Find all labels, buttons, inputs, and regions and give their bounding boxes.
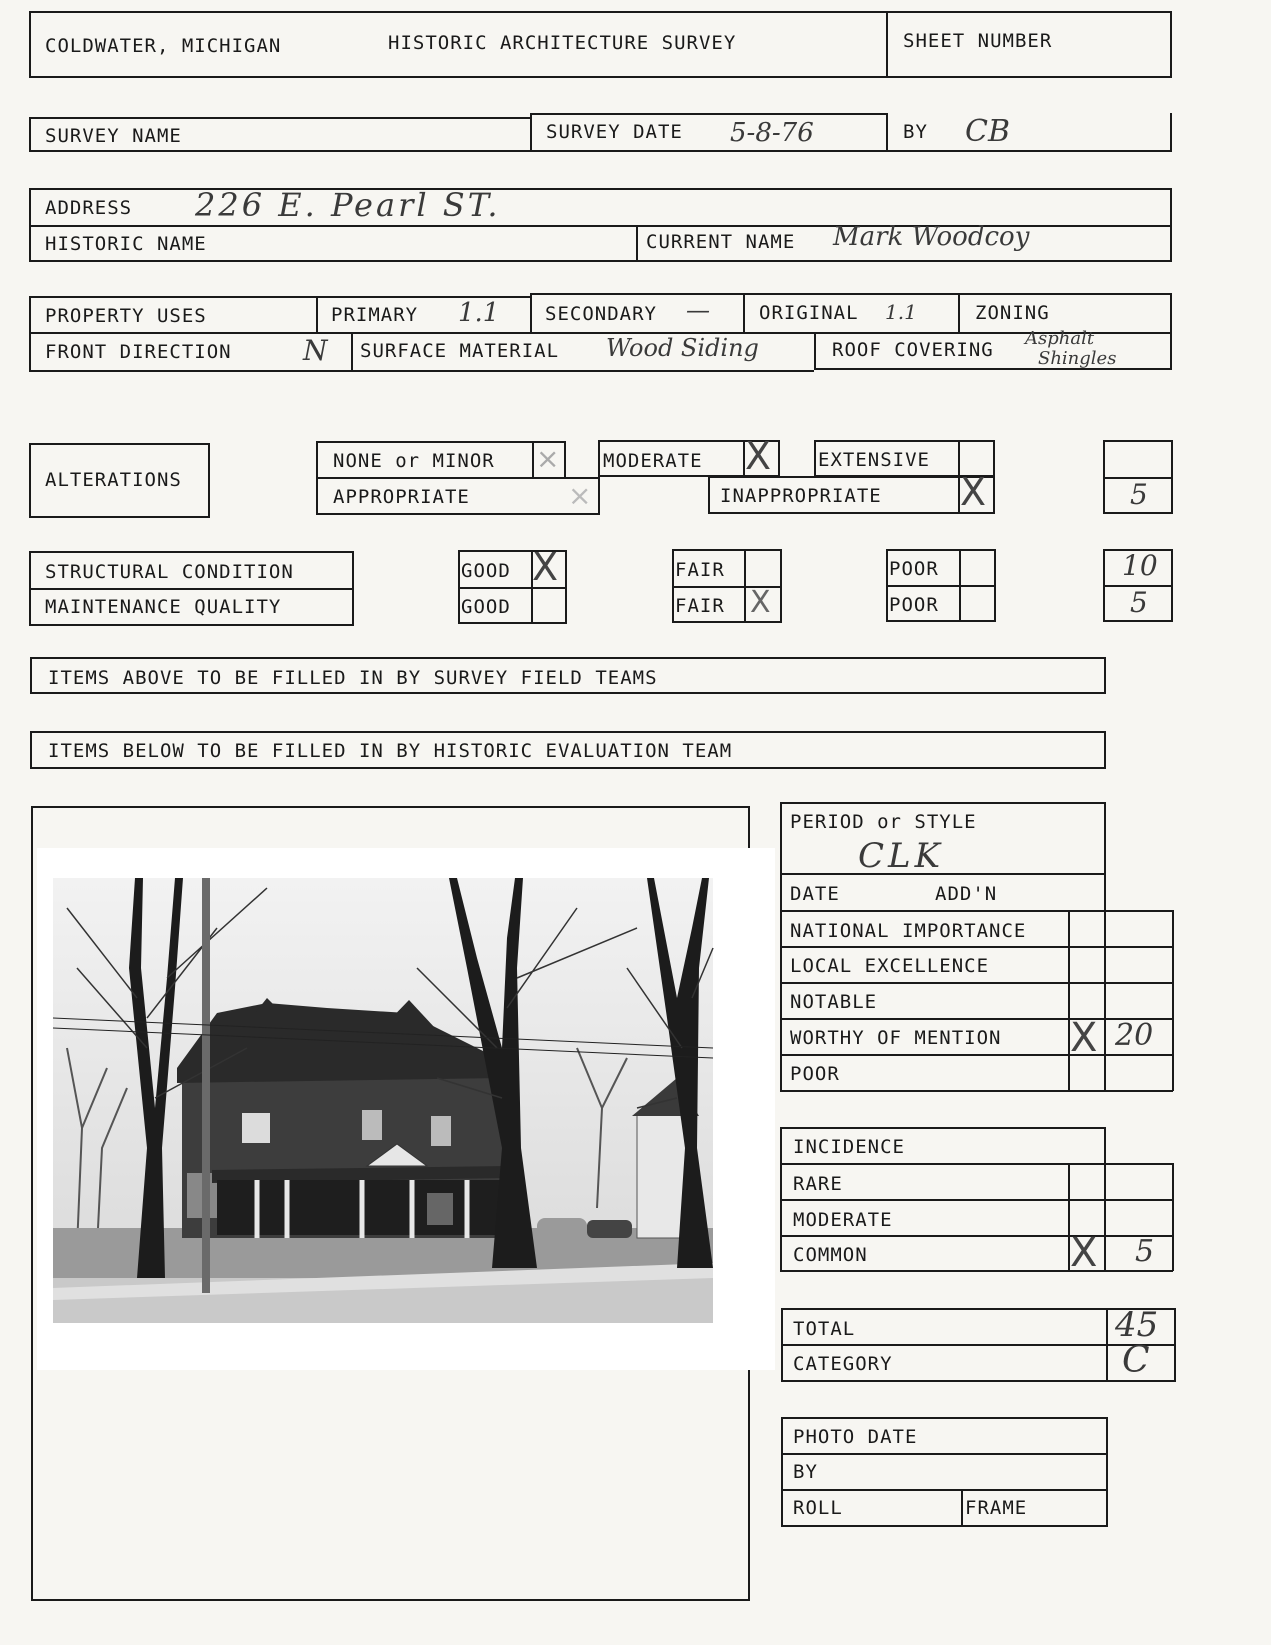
survey-name-top [29,117,531,119]
worthy-check-mark: X [1070,1015,1098,1061]
inc-line-2 [780,1199,1173,1201]
structural-poor-label: POOR [889,558,939,580]
survey-date-label: SURVEY DATE [546,121,683,143]
survey-by-value: CB [965,114,1010,149]
primary-value: 1.1 [458,298,500,328]
roll-label: ROLL [793,1497,843,1519]
maintenance-score: 5 [1130,586,1148,619]
survey-date-top [530,113,887,115]
extensive-label: EXTENSIVE [818,449,930,471]
category-label: CATEGORY [793,1353,893,1375]
secondary-label: SECONDARY [545,303,657,325]
roof-covering-value-1: Asphalt [1025,328,1095,349]
property-uses-label: PROPERTY USES [45,305,207,327]
eval-line-5 [780,1054,1173,1056]
sheet-number-label: SHEET NUMBER [903,30,1053,52]
totals-score-col [1106,1308,1108,1381]
prop-top-2 [530,293,1172,295]
survey-name-label: SURVEY NAME [45,125,182,147]
prop-div-1 [316,296,318,333]
common-label: COMMON [793,1244,868,1266]
national-importance-label: NATIONAL IMPORTANCE [790,920,1027,942]
prop-right [1170,293,1172,369]
notable-label: NOTABLE [790,991,878,1013]
moderate-check-mark: X [745,434,772,478]
eval-score-right [1172,910,1174,1091]
none-minor-check-mark: × [536,442,560,475]
evaluation-team-note: ITEMS BELOW TO BE FILLED IN BY HISTORIC EVALUATION TEAM [48,740,733,762]
alterations-label: ALTERATIONS [45,469,182,491]
structural-good-label: GOOD [461,560,511,582]
eval-check-col [1068,910,1070,1091]
photo-info-frame-div [961,1489,963,1526]
header-title: HISTORIC ARCHITECTURE SURVEY [388,32,737,54]
original-value: 1.1 [885,300,917,324]
prop-div-3 [743,293,745,333]
eval-line-6 [1106,1090,1173,1092]
original-label: ORIGINAL [759,302,859,324]
common-check-mark: X [1070,1230,1098,1276]
inc-line-4 [1106,1270,1173,1272]
header-divider [886,11,888,77]
historic-name-label: HISTORIC NAME [45,233,207,255]
inappropriate-check-mark: X [960,470,987,514]
period-style-value: CLK [858,836,944,876]
total-value: 45 [1115,1305,1159,1345]
survey-div-2 [886,113,888,151]
current-name-value: Mark Woodcoy [833,222,1030,252]
maintenance-fair-label: FAIR [675,595,725,617]
frame-label: FRAME [965,1497,1028,1519]
structural-good-check-mark: X [532,545,559,589]
prop-left [29,296,31,371]
worthy-score: 20 [1115,1018,1154,1053]
maintenance-fair-check-mark: X [750,585,771,620]
house-photo-image [37,848,775,1370]
zoning-label: ZONING [975,302,1050,324]
front-direction-value: N [303,334,328,367]
appropriate-check-mark: × [568,479,592,512]
incidence-label: INCIDENCE [793,1136,905,1158]
fair-check-div [744,549,746,622]
photo-info-line-2 [781,1489,1108,1491]
survey-by-label: BY [903,121,928,143]
maintenance-good-label: GOOD [461,596,511,618]
structural-fair-label: FAIR [675,559,725,581]
poor-check-div [959,549,961,621]
survey-left [29,117,31,151]
surface-material-value: Wood Siding [606,334,759,362]
survey-right [1170,113,1172,151]
appropriate-label: APPROPRIATE [333,486,470,508]
surface-material-label: SURFACE MATERIAL [360,340,560,362]
period-style-label: PERIOD or STYLE [790,811,977,833]
inc-line-1 [780,1163,1173,1165]
front-direction-label: FRONT DIRECTION [45,341,232,363]
local-excellence-label: LOCAL EXCELLENCE [790,955,990,977]
eval-line-date [780,873,1106,875]
eval-poor-label: POOR [790,1063,840,1085]
prop-bottom-2 [814,368,1172,370]
survey-date-value: 5-8-76 [730,118,814,148]
none-minor-label: NONE or MINOR [333,450,495,472]
prop-div-5 [351,332,353,371]
poor-box-div [886,585,996,587]
primary-label: PRIMARY [331,304,419,326]
roof-covering-label: ROOF COVERING [832,339,994,361]
common-score: 5 [1135,1234,1155,1269]
category-value: C [1122,1340,1150,1381]
prop-div-6 [814,332,816,369]
address-div [636,225,638,261]
property-photo [37,848,775,1370]
structural-score: 10 [1122,549,1158,582]
alterations-score: 5 [1130,478,1148,511]
maintenance-poor-label: POOR [889,594,939,616]
secondary-value: — [686,296,710,324]
none-minor-check-div [532,441,534,478]
photo-date-label: PHOTO DATE [793,1426,918,1448]
inc-score-right [1172,1163,1174,1271]
total-label: TOTAL [793,1318,856,1340]
inc-moderate-label: MODERATE [793,1209,893,1231]
addn-label: ADD'N [935,883,998,905]
roof-covering-value-2: Shingles [1038,348,1117,369]
prop-top-1 [29,296,531,298]
rare-label: RARE [793,1173,843,1195]
inappropriate-label: INAPPROPRIATE [720,485,882,507]
structural-condition-label: STRUCTURAL CONDITION [45,561,294,583]
prop-mid [29,332,1172,334]
maintenance-quality-label: MAINTENANCE QUALITY [45,596,282,618]
survey-div-1 [530,113,532,151]
worthy-of-mention-label: WORTHY OF MENTION [790,1027,1002,1049]
date-label: DATE [790,883,840,905]
current-name-label: CURRENT NAME [646,231,796,253]
photo-info-line-1 [781,1453,1108,1455]
prop-div-4 [958,293,960,333]
header-city: COLDWATER, MICHIGAN [45,35,282,57]
moderate-label: MODERATE [603,450,703,472]
field-teams-note: ITEMS ABOVE TO BE FILLED IN BY SURVEY FIELD TEAMS [48,667,658,689]
condition-label-div [29,588,354,590]
eval-line-3 [780,982,1173,984]
eval-line-1 [780,910,1173,912]
eval-line-2 [780,946,1173,948]
address-label: ADDRESS [45,197,133,219]
inc-line-3 [780,1235,1173,1237]
photo-by-label: BY [793,1461,818,1483]
prop-bottom-1 [29,370,814,372]
survey-row-bottom [29,150,1172,152]
prop-div-2 [530,293,532,333]
address-value: 226 E. Pearl ST. [195,186,501,224]
